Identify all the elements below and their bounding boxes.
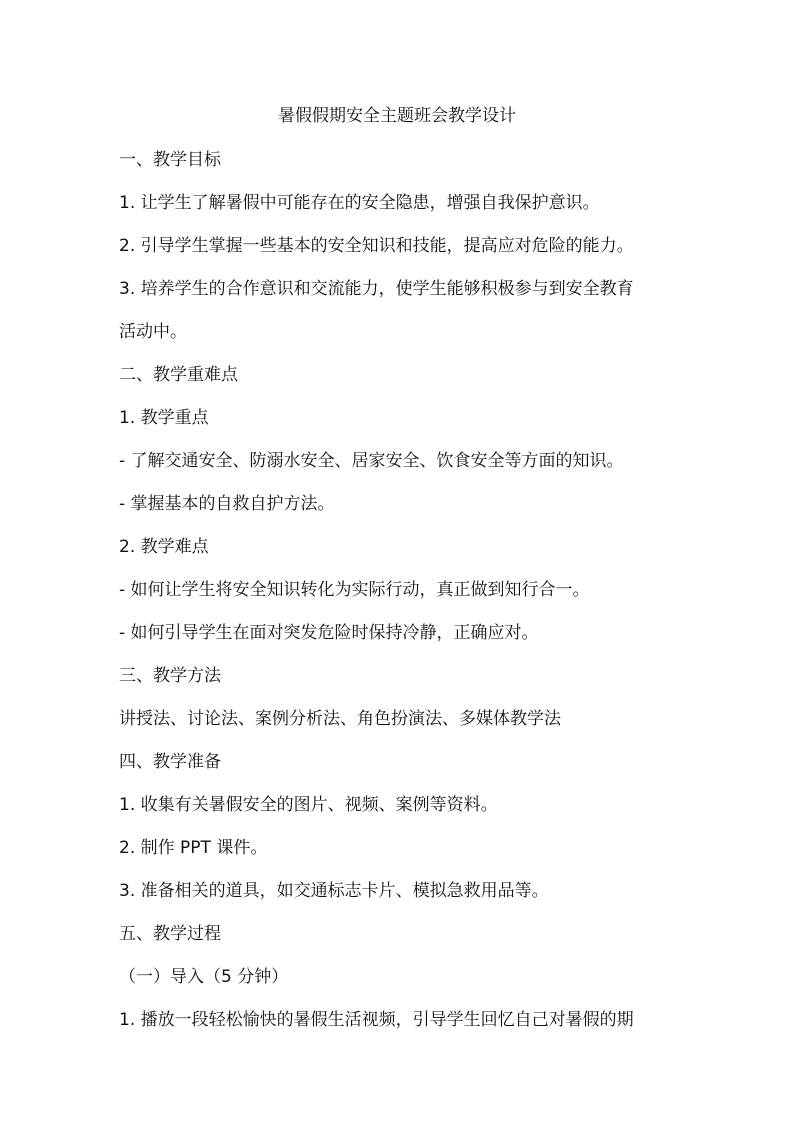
heading-teaching-methods: 三、教学方法 (119, 666, 221, 686)
goal-item-1: 1. 让学生了解暑假中可能存在的安全隐患，增强自我保护意识。 (119, 193, 600, 213)
heading-key-difficult-points: 二、教学重难点 (119, 365, 238, 385)
preparation-item-1: 1. 收集有关暑假安全的图片、视频、案例等资料。 (119, 795, 498, 815)
key-point-item-2: - 掌握基本的自救自护方法。 (119, 494, 335, 514)
preparation-item-3: 3. 准备相关的道具，如交通标志卡片、模拟急救用品等。 (119, 881, 549, 901)
heading-teaching-goals: 一、教学目标 (119, 150, 221, 170)
goal-item-3: 3. 培养学生的合作意识和交流能力，使学生能够积极参与到安全教育 (119, 279, 634, 299)
goal-item-2: 2. 引导学生掌握一些基本的安全知识和技能，提高应对危险的能力。 (119, 236, 634, 256)
subheading-difficult-points: 2. 教学难点 (119, 537, 209, 557)
subheading-key-points: 1. 教学重点 (119, 408, 209, 428)
difficult-point-item-1: - 如何让学生将安全知识转化为实际行动，真正做到知行合一。 (119, 580, 590, 600)
difficult-point-item-2: - 如何引导学生在面对突发危险时保持冷静，正确应对。 (119, 623, 539, 643)
key-point-item-1: - 了解交通安全、防溺水安全、居家安全、饮食安全等方面的知识。 (119, 451, 624, 471)
introduction-item-1: 1. 播放一段轻松愉快的暑假生活视频，引导学生回忆自己对暑假的期 (119, 1010, 634, 1030)
heading-teaching-process: 五、教学过程 (119, 924, 221, 944)
subheading-introduction: （一）导入（5 分钟） (119, 967, 289, 987)
heading-teaching-preparation: 四、教学准备 (119, 752, 221, 772)
goal-item-3-continued: 活动中。 (119, 322, 187, 342)
preparation-item-2: 2. 制作 PPT 课件。 (119, 838, 268, 858)
document-title: 暑假假期安全主题班会教学设计 (278, 106, 516, 126)
teaching-methods-text: 讲授法、讨论法、案例分析法、角色扮演法、多媒体教学法 (119, 709, 561, 729)
